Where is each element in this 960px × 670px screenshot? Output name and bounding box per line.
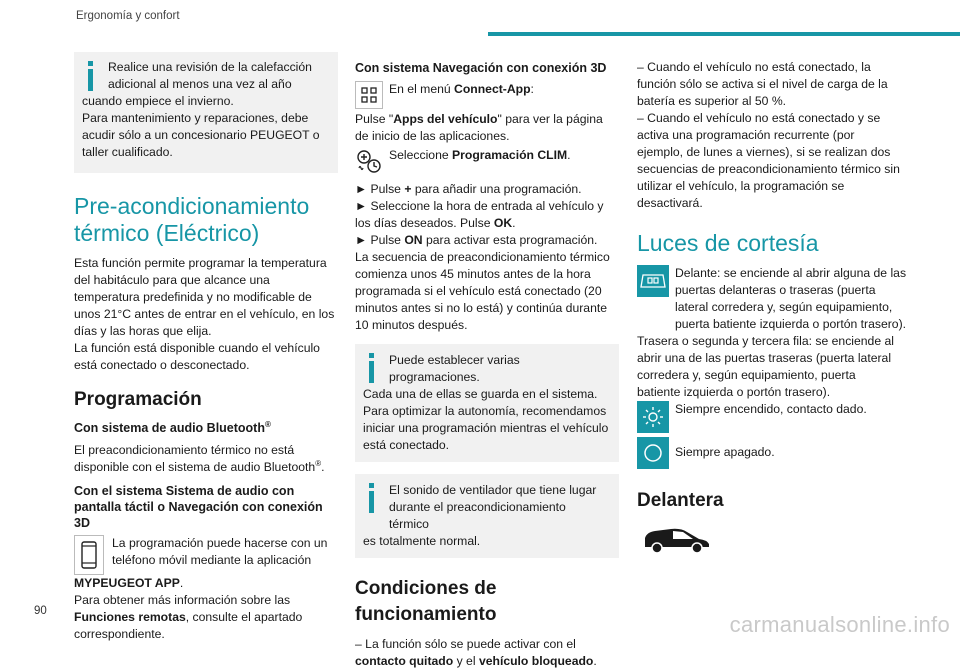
- sequence-paragraph: La secuencia de preacondicionamiento térmico comienza unos 45 minutos antes de la hora programada si el vehículo está conectado (20 minutos antes si no lo está) y continúa durante 10 minutos después.: [355, 250, 610, 332]
- watermark: carmanualsonline.info: [729, 612, 950, 637]
- always-off-text: Siempre apagado.: [675, 445, 775, 459]
- info-note-fan: [355, 474, 619, 558]
- nav-heading: Con sistema Navegación con conexión 3D: [355, 61, 607, 75]
- cond-bold: vehículo bloqueado: [478, 654, 594, 668]
- note-line: adicional al menos una vez al año: [108, 77, 292, 91]
- info-icon: [362, 483, 382, 515]
- prog-clim-label: Programación CLIM: [452, 148, 568, 162]
- cond-bold: contacto quitado: [355, 654, 454, 668]
- cond-text: – La función sólo se puede activar con el: [355, 637, 576, 651]
- header-accent-bar: [488, 32, 960, 36]
- touchscreen-heading: Con el sistema Sistema de audio con pantalla táctil o Navegación con conexión 3D: [74, 484, 323, 530]
- intro-paragraph: La función está disponible cuando el vehículo está conectado o desconectado.: [74, 341, 320, 372]
- bluetooth-text-end: .: [321, 460, 325, 474]
- always-off-row: [637, 437, 901, 469]
- bluetooth-heading: [74, 420, 338, 436]
- sun-icon: [637, 401, 669, 433]
- condition-1: [355, 636, 619, 670]
- step-text: para activar esta programación.: [422, 233, 598, 247]
- menu-text: En el menú: [389, 82, 451, 96]
- condition-3: – Cuando el vehículo no está conectado y se activa una programación recurrente (por ejemplo, de lunes a viernes), si se realizan dos secuencias de preacondicionamiento térmico sin utilizar el vehículo, la programación se desactivará.: [637, 111, 900, 210]
- condition-2: – Cuando el vehículo no está conectado, la función sólo se activa si el nivel de carga de la batería es superior al 50 %.: [637, 60, 888, 108]
- step-text: ► Seleccione la hora de entrada al vehículo y los días deseados. Pulse: [355, 199, 604, 230]
- clim-text: [389, 147, 619, 164]
- more-info-paragraph: [74, 592, 338, 643]
- column-left: [74, 52, 338, 643]
- app-end: .: [179, 576, 184, 590]
- step-text: ► Pulse: [355, 182, 405, 196]
- cond-text: y el: [453, 654, 479, 668]
- pulse-end: " para ver la página de inicio de las aplicaciones.: [355, 112, 603, 143]
- note-line: cuando empiece el invierno.: [82, 94, 234, 108]
- step-3: [355, 232, 619, 249]
- bluetooth-heading-text: Con sistema de audio Bluetooth: [74, 421, 265, 435]
- step-2: [355, 198, 619, 232]
- step-text: ► Pulse: [355, 233, 405, 247]
- info-note-programs: [355, 344, 619, 462]
- apps-grid-icon: [355, 81, 383, 109]
- always-on-text: Siempre encendido, contacto dado.: [675, 402, 867, 416]
- conditions-title: Condiciones de funcionamiento: [355, 578, 497, 625]
- page-number: 90: [34, 605, 47, 617]
- column-right: [637, 52, 907, 559]
- front-light-description: [637, 265, 907, 333]
- apps-label: Apps del vehículo: [393, 112, 498, 126]
- ok-key: OK: [493, 216, 513, 230]
- front-section-title: Delantera: [637, 490, 724, 511]
- always-on-row: [637, 401, 901, 433]
- registered-mark: ®: [315, 458, 322, 468]
- plus-key: +: [404, 182, 412, 196]
- section-title: Pre-acondicionamiento térmico (Eléctrico): [74, 193, 310, 246]
- info-icon: [362, 353, 382, 385]
- note-line: Realice una revisión de la calefacción: [108, 60, 312, 74]
- more-info-end: , consulte el apartado correspondiente.: [74, 610, 303, 641]
- app-name: MYPEUGEOT APP: [74, 576, 180, 590]
- period: .: [567, 148, 571, 162]
- app-name-line: [74, 575, 338, 592]
- van-icon: [641, 526, 901, 559]
- phone-text: La programación puede hacerse con un teléfono móvil mediante la aplicación: [112, 536, 328, 567]
- step-1: [355, 181, 619, 198]
- note-paragraph: Cada una de ellas se guarda en el sistema. Para optimizar la autonomía, recomendamos iniciar una programación mientras el vehículo está conectado.: [363, 387, 609, 452]
- clim-program-icon: [355, 147, 383, 175]
- clim-instruction: [355, 147, 619, 175]
- connect-app-instruction: [355, 81, 619, 109]
- remote-functions-link[interactable]: Funciones remotas: [74, 610, 186, 624]
- phone-instruction: [74, 535, 338, 575]
- cond-text: .: [593, 654, 597, 668]
- on-key: ON: [404, 233, 423, 247]
- connect-app-label: Connect-App: [454, 82, 531, 96]
- colon: :: [530, 82, 534, 96]
- note-line: Puede establecer varias: [389, 353, 520, 367]
- note-line: durante el preacondicionamiento térmico: [389, 500, 566, 531]
- note-line: programaciones.: [389, 370, 480, 384]
- note-paragraph: Para mantenimiento y reparaciones, debe acudir sólo a un concesionario PEUGEOT o taller cualificado.: [82, 111, 320, 159]
- step-text: para añadir una programación.: [411, 182, 582, 196]
- step-text: .: [512, 216, 516, 230]
- pulse-start: Pulse ": [355, 112, 394, 126]
- courtesy-light-icon: [637, 265, 669, 297]
- registered-mark: ®: [265, 419, 271, 429]
- connect-app-text: [389, 81, 619, 98]
- select-text: Seleccione: [389, 148, 449, 162]
- smartphone-icon: [74, 535, 104, 575]
- bluetooth-paragraph: [74, 442, 338, 476]
- running-header: Ergonomía y confort: [76, 10, 180, 22]
- intro-paragraph: Esta función permite programar la temperatura del habitáculo para que alcance una temperatura predefinida y no modificable de unos 21°C antes de entrar en el vehículo, en los días y las horas que elija.: [74, 256, 335, 338]
- bluetooth-text: El preacondicionamiento térmico no está disponible con el sistema de audio Bluetooth: [74, 443, 316, 474]
- subsection-title: Programación: [74, 389, 202, 410]
- more-info-text: Para obtener más información sobre las: [74, 593, 291, 607]
- apps-paragraph: [355, 111, 619, 145]
- rear-light-text: Trasera o segunda y tercera fila: se enciende al abrir una de las puertas traseras (puerta lateral corredera y, según equipamiento, puerta batiente izquierda o portón trasero).: [637, 334, 894, 399]
- column-middle: [355, 52, 619, 670]
- info-note-heating: [74, 52, 338, 173]
- note-paragraph: es totalmente normal.: [363, 534, 481, 548]
- circle-off-icon: [637, 437, 669, 469]
- info-icon: [81, 61, 101, 93]
- note-line: El sonido de ventilador que tiene lugar: [389, 483, 597, 497]
- front-light-text: Delante: se enciende al abrir alguna de las puertas delanteras o traseras (puerta lateral corredera y, según equipamiento, puerta batiente izquierda o portón trasero).: [675, 266, 907, 331]
- courtesy-lights-title: Luces de cortesía: [637, 230, 819, 256]
